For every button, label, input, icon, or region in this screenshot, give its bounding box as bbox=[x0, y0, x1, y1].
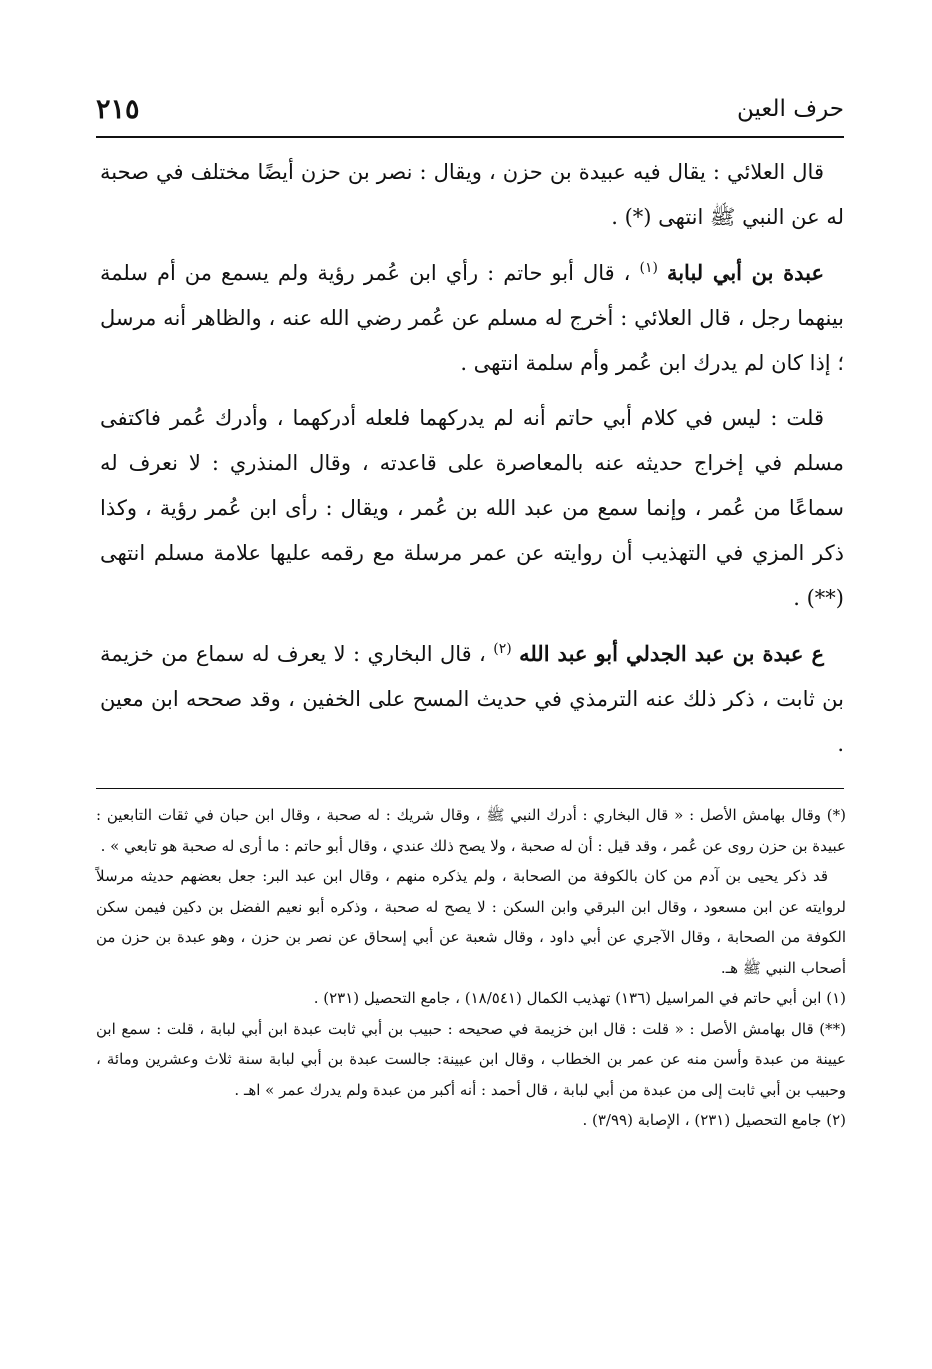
paragraph-4 bbox=[100, 631, 844, 767]
header-rule bbox=[96, 136, 844, 138]
footnote-2: (٢) جامع التحصيل (٢٣١) ، الإصابة (٣/٩٩) . bbox=[582, 1111, 846, 1129]
footnote-star-1-continued: قد ذكر يحيى بن آدم من كان بالكوفة من الصحابة ، ولم يذكره منهم ، وقال ابن عبد البر: جعل بعضهم حديثه مرسلاً لروايته عن ابن مسعود ، وقال ابن البرقي وابن السكن : لا يصح له صحبة ، وذكره أبو نعيم الفضل بن دكين فيمن سكن الكوفة من الصحابة ، وقال الآجري عن أبي داود ، وقال شعبة عن أبي إسحاق عن نصر بن حزن ، وهو عبدة بن حزن من أصحاب النبي ﷺ هـ. bbox=[96, 867, 846, 977]
footnote-double-star: (**) قال بهامش الأصل : « قلت : قال ابن خزيمة في صحيحه : حبيب بن أبي ثابت عبدة ابن أبي لبابة ، قلت : سمع ابن عيينة من عبدة وأسن منه عن عمر بن الخطاب ، وقال ابن عيينة: جالست عبدة بن أبي لبابة سنة ثلاث وعشرين ومائة ، وحبيب بن أبي ثابت إلى من عبدة من أبي لبابة ، قال أحمد : أنه أكبر من عبدة ولم يدرك عمر » اهـ . bbox=[96, 1019, 846, 1099]
page-number: ٢١٥ bbox=[96, 93, 140, 125]
footnote-rule bbox=[96, 788, 844, 789]
running-title: حرف العين bbox=[736, 96, 844, 122]
footnote-ref-1: (١) bbox=[639, 260, 658, 276]
footnotes bbox=[96, 800, 846, 1136]
paragraph-1: قال العلائي : يقال فيه عبيدة بن حزن ، ويقال : نصر بن حزن أيضًا مختلف في صحبة له عن النبي ﷺ انتهى (*) . bbox=[100, 160, 844, 229]
entry-name-abda-ibn-abi-lubaba: عبدة بن أبي لبابة bbox=[666, 260, 825, 285]
paragraph-3: قلت : ليس في كلام أبي حاتم أنه لم يدركهما فلعله أدركهما ، وأدرك عُمر فاكتفى مسلم في إخراج حديثه عنه بالمعاصرة على قاعدته ، وقال المنذري : لا نعرف له سماعًا من عُمر ، وإنما سمع من عبد الله بن عُمر ، ويقال : رأى ابن عُمر رؤية ، وكذا ذكر المزي في التهذيب أن روايته عن عمر مرسلة مع رقمه عليها علامة مسلم انتهى (**) . bbox=[100, 406, 844, 610]
footnote-ref-2: (٢) bbox=[493, 641, 512, 657]
footnote-star-1: (*) وقال بهامش الأصل : « قال البخاري : أدرك النبي ﷺ ، وقال شريك : له صحبة ، وقال ابن حبان في ثقات التابعين : عبيدة بن حزن روى عن عُمر ، وقد قيل : أن له صحبة ، ولا يصح ذلك عندي ، وقال أبو حاتم : ما أرى له صحبة هو تابعي » . bbox=[96, 806, 846, 855]
paragraph-2 bbox=[100, 250, 844, 386]
footnote-1: (١) ابن أبي حاتم في المراسيل (١٣٦) تهذيب الكمال (١٨/٥٤١) ، جامع التحصيل (٢٣١) . bbox=[313, 989, 846, 1007]
paragraph-2-text: ، قال أبو حاتم : رأي ابن عُمر رؤية ولم يسمع من أم سلمة بينهما رجل ، قال العلائي : أخرج له مسلم عن عُمر رضي الله عنه ، والظاهر أنه مرسل ؛ إذا كان لم يدرك ابن عُمر وأم سلمة انتهى . bbox=[100, 261, 844, 375]
entry-name-abda-al-jadali: ع عبدة بن عبد الجدلي أبو عبد الله bbox=[519, 641, 824, 666]
main-text bbox=[100, 150, 844, 777]
page-header bbox=[96, 86, 844, 132]
paragraph-4-text: ، قال البخاري : لا يعرف له سماع من خزيمة بن ثابت ، ذكر ذلك عنه الترمذي في حديث المسح على الخفين ، وقد صححه ابن معين . bbox=[100, 642, 844, 756]
